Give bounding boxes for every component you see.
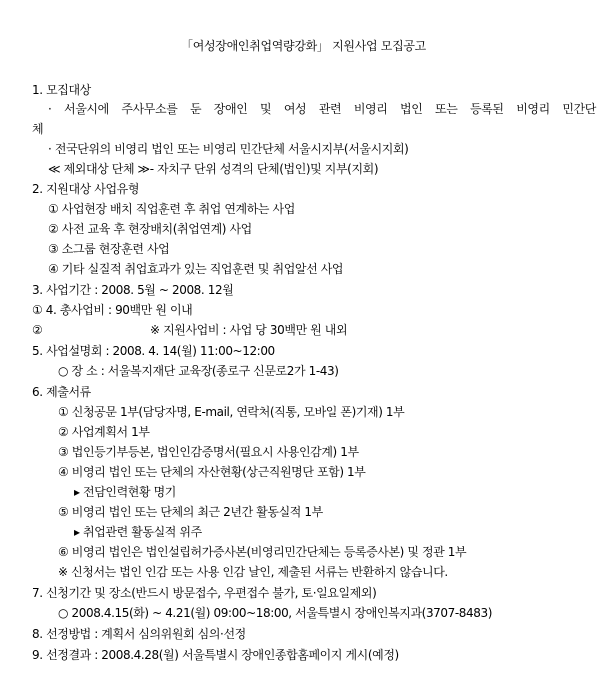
section-4-marker: ② [32, 323, 43, 337]
section-2-item-4: ④ 기타 실질적 취업효과가 있는 직업훈련 및 취업알선 사업 [48, 262, 344, 276]
section-4-support-amount: ※ 지원사업비 : 사업 당 30백만 원 내외 [150, 323, 348, 337]
section-6-item-5-sub: ▸ 취업관련 활동실적 위주 [74, 525, 202, 539]
section-2-item-3: ③ 소그룹 현장훈련 사업 [48, 242, 170, 256]
section-1-exclusion-note: ≪ 제외대상 단체 ≫- 자치구 단위 성격의 단체(법인)및 지부(지회) [48, 162, 379, 176]
section-6-heading: 6. 제출서류 [32, 385, 91, 399]
section-7-detail: ○ 2008.4.15(화) ~ 4.21(월) 09:00~18:00, 서울특별시 장애인복지과(3707-8483) [58, 606, 493, 620]
section-6-item-6: ⑥ 비영리 법인은 법인설립허가증사본(비영리민간단체는 등록증사본) 및 정관 1부 [58, 545, 467, 559]
section-7-heading: 7. 신청기간 및 장소(반드시 방문접수, 우편접수 불가, 토·일요일제외) [32, 586, 377, 600]
section-1-heading: 1. 모집대상 [32, 83, 91, 97]
section-6-item-1: ① 신청공문 1부(담당자명, E-mail, 연락처(직통, 모바일 폰)기재) 1부 [58, 405, 405, 419]
section-2-item-2: ② 사전 교육 후 현장배치(취업연계) 사업 [48, 222, 252, 236]
section-2-item-1: ① 사업현장 배치 직업훈련 후 취업 연계하는 사업 [48, 202, 295, 216]
section-5-heading: 5. 사업설명회 : 2008. 4. 14(월) 11:00~12:00 [32, 344, 275, 358]
section-6-item-5: ⑤ 비영리 법인 또는 단체의 최근 2년간 활동실적 1부 [58, 505, 323, 519]
section-4-budget: ① 4. 총사업비 : 90백만 원 이내 [32, 303, 193, 317]
section-6-note: ※ 신청서는 법인 인감 또는 사용 인감 날인, 제출된 서류는 반환하지 않습니다. [58, 565, 448, 579]
document-title: 「여성장애인취업역량강화」 지원사업 모집공고 [181, 39, 426, 53]
section-6-item-4-sub: ▸ 전담인력현황 명기 [74, 485, 176, 499]
section-2-heading: 2. 지원대상 사업유형 [32, 182, 140, 196]
section-8-heading: 8. 선정방법 : 계획서 심의위원회 심의·선정 [32, 627, 246, 641]
section-1-item-1: · 서울시에 주사무소를 둔 장애인 및 여성 관련 비영리 법인 또는 등록된 비영리 민간단 [48, 102, 596, 116]
section-5-place: ○ 장 소 : 서울복지재단 교육장(종로구 신문로2가 1-43) [58, 364, 339, 378]
section-1-item-1-continued: 체 [32, 122, 44, 136]
section-6-item-3: ③ 법인등기부등본, 법인인감증명서(필요시 사용인감계) 1부 [58, 445, 359, 459]
section-3-heading: 3. 사업기간 : 2008. 5월 ~ 2008. 12월 [32, 283, 234, 297]
section-1-item-2: · 전국단위의 비영리 법인 또는 비영리 민간단체 서울시지부(서울시지회) [48, 142, 409, 156]
section-9-heading: 9. 선정결과 : 2008.4.28(월) 서울특별시 장애인종합홈페이지 게시(예정) [32, 648, 399, 662]
section-6-item-4: ④ 비영리 법인 또는 단체의 자산현황(상근직원명단 포함) 1부 [58, 465, 366, 479]
section-6-item-2: ② 사업계획서 1부 [58, 425, 150, 439]
